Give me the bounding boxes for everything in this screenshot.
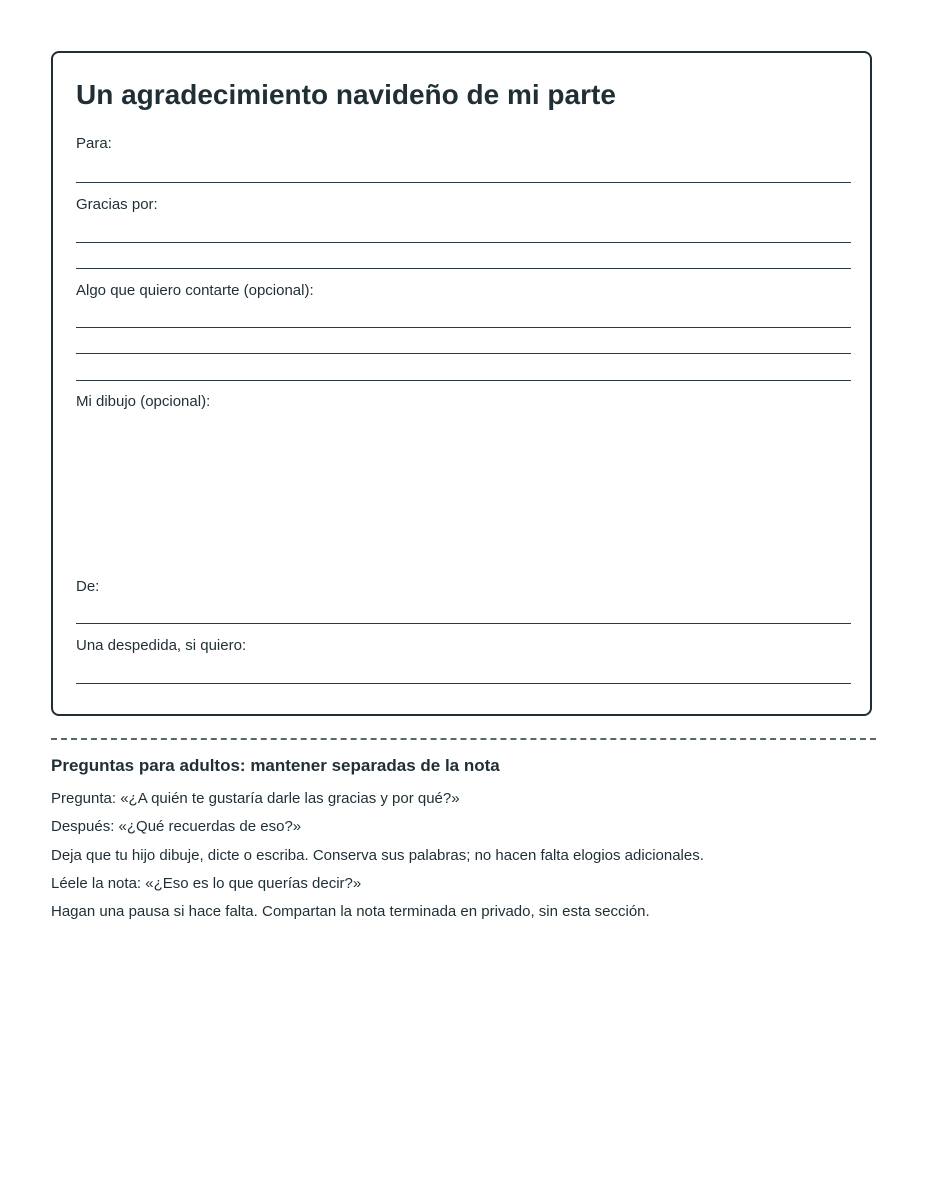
para-write-line[interactable] <box>76 182 851 183</box>
adult-question-item: Después: «¿Qué recuerdas de eso?» <box>51 818 302 835</box>
gracias-label: Gracias por: <box>76 196 158 213</box>
de-label: De: <box>76 578 100 595</box>
adult-question-item: Deja que tu hijo dibuje, dicte o escriba. Conserva sus palabras; no hacen falta elogios adicionales. <box>51 847 704 864</box>
de-write-line[interactable] <box>76 623 851 624</box>
algo-write-line-3[interactable] <box>76 380 851 381</box>
adult-questions-heading: Preguntas para adultos: mantener separadas de la nota <box>51 756 500 775</box>
dibujo-label: Mi dibujo (opcional): <box>76 393 211 410</box>
drawing-area[interactable] <box>76 420 851 570</box>
despedida-label: Una despedida, si quiero: <box>76 637 247 654</box>
adult-question-item: Hagan una pausa si hace falta. Compartan la nota terminada en privado, sin esta sección. <box>51 903 650 920</box>
adult-question-item: Léele la nota: «¿Eso es lo que querías decir?» <box>51 875 362 892</box>
gracias-write-line-1[interactable] <box>76 242 851 243</box>
algo-write-line-2[interactable] <box>76 353 851 354</box>
algo-label: Algo que quiero contarte (opcional): <box>76 282 314 299</box>
algo-write-line-1[interactable] <box>76 327 851 328</box>
despedida-write-line[interactable] <box>76 683 851 684</box>
thank-you-note-card <box>51 51 872 716</box>
para-label: Para: <box>76 135 112 152</box>
gracias-write-line-2[interactable] <box>76 268 851 269</box>
note-title: Un agradecimiento navideño de mi parte <box>76 79 616 110</box>
adult-question-item: Pregunta: «¿A quién te gustaría darle las gracias y por qué?» <box>51 790 460 807</box>
dashed-separator <box>51 738 876 740</box>
